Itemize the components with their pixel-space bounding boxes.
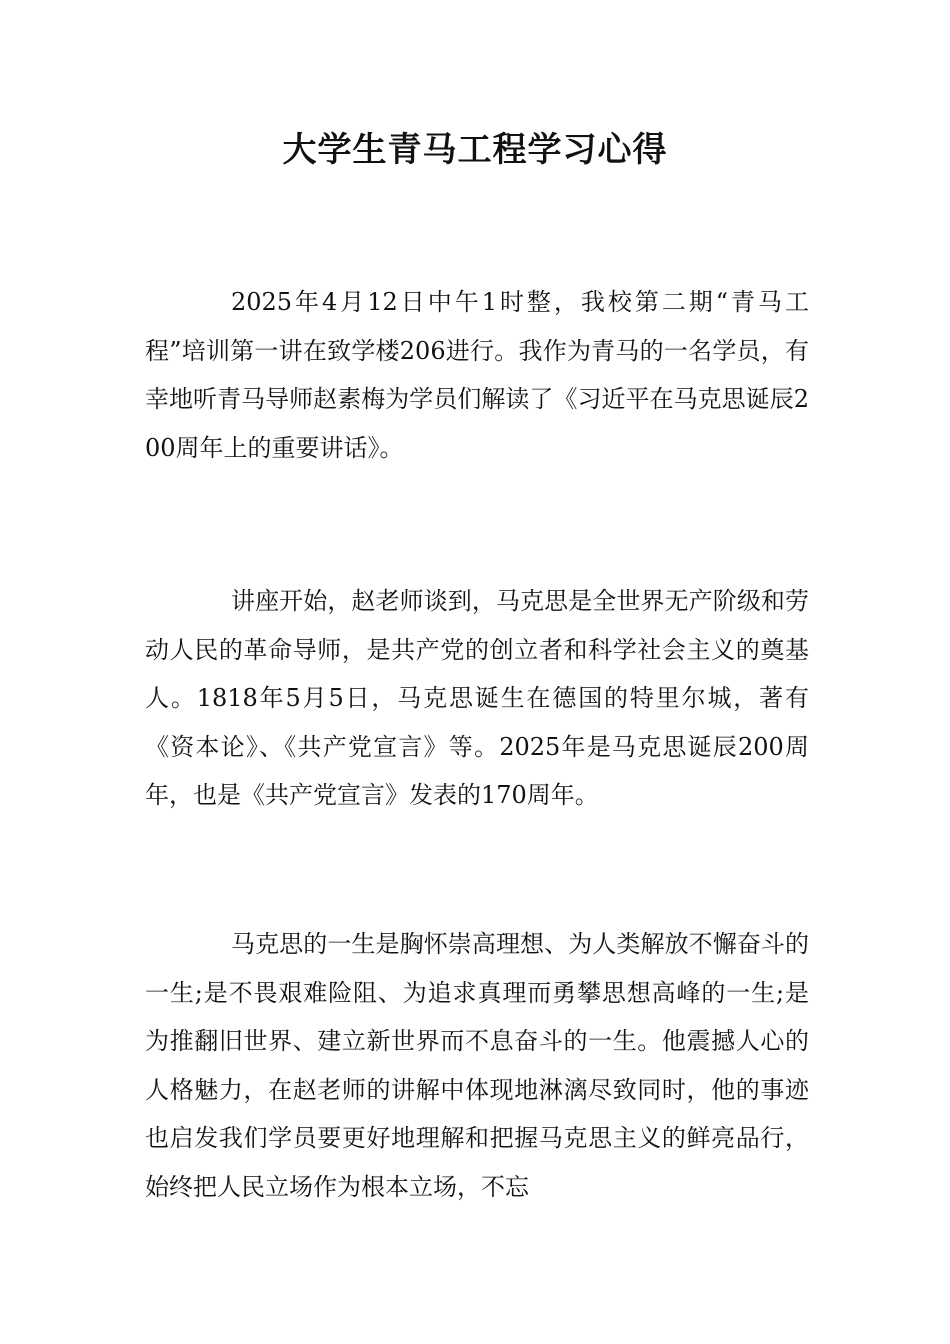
document-title: 大学生青马工程学习心得 bbox=[282, 130, 668, 170]
paragraph-2: 讲座开始，赵老师谈到，马克思是全世界无产阶级和劳动人民的革命导师，是共产党的创立者和科学社会主义的奠基人。1818年5月5日，马克思诞生在德国的特里尔城，著有《资本论》、《共产党宣言》等。2025年是马克思诞辰200周年，也是《共产党宣言》发表的170周年。 bbox=[145, 587, 809, 809]
paragraph-1: 2025年4月12日中午1时整，我校第二期“青马工程”培训第一讲在致学楼206进行。我作为青马的一名学员，有幸地听青马导师赵素梅为学员们解读了《习近平在马克思诞辰200周年上的重要讲话》。 bbox=[145, 288, 809, 462]
paragraph-3: 马克思的一生是胸怀崇高理想、为人类解放不懈奋斗的一生;是不畏艰难险阻、为追求真理而勇攀思想高峰的一生;是为推翻旧世界、建立新世界而不息奋斗的一生。他震撼人心的人格魅力，在赵老师的讲解中体现地淋漓尽致同时，他的事迹也启发我们学员要更好地理解和把握马克思主义的鲜亮品行，始终把人民立场作为根本立场，不忘 bbox=[145, 930, 809, 1201]
